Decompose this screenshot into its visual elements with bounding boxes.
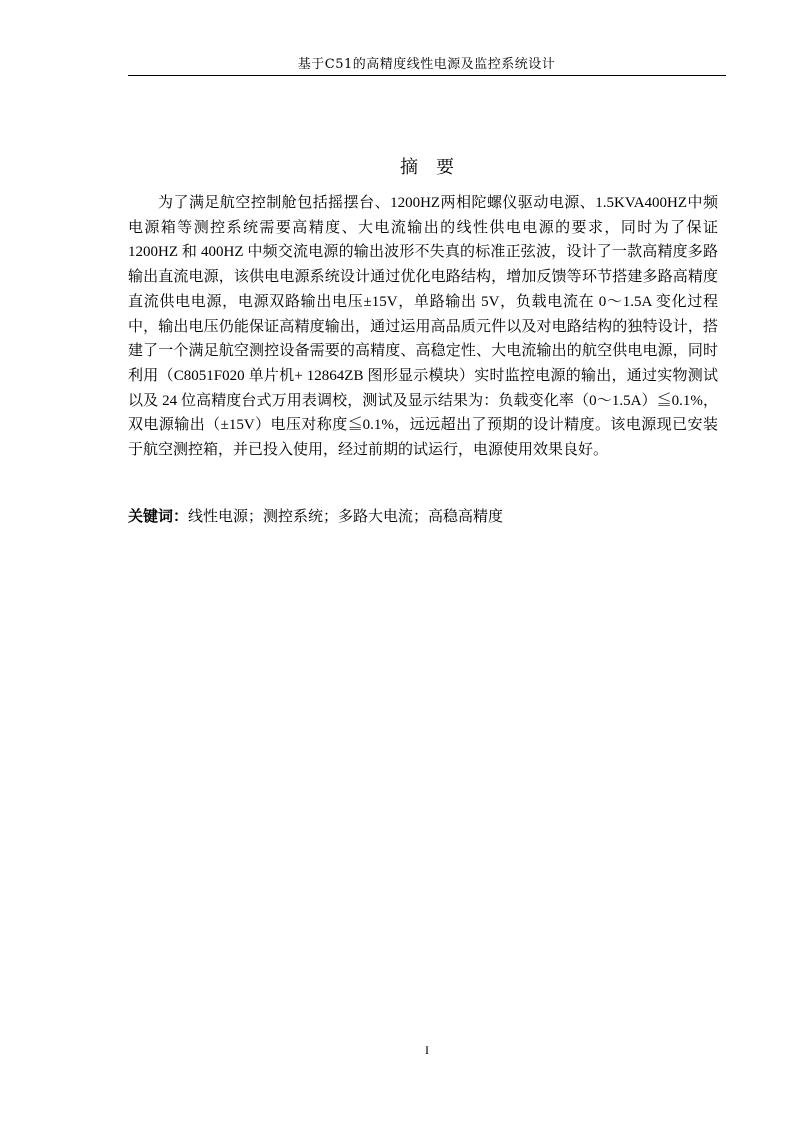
abstract-title: 摘要 bbox=[400, 157, 472, 178]
keywords-line bbox=[128, 505, 726, 528]
header-rule bbox=[128, 75, 726, 76]
page-number: I bbox=[425, 1043, 429, 1057]
abstract-body: 为了满足航空控制舱包括摇摆台、1200HZ两相陀螺仪驱动电源、1.5KVA400HZ中频电源箱等测控系统需要高精度、大电流输出的线性供电电源的要求，同时为了保证 1200HZ 和 400HZ 中频交流电源的输出波形不失真的标准正弦波，设计了一款高精度多路输出直流电源，该供电电源系统设计通过优化电路结构，增加反馈等环节搭建多路高精度直流供电电源，电源双路输出电压±15V，单路输出 5V，负载电流在 0～1.5A 变化过程中，输出电压仍能保证高精度输出，通过运用高品质元件以及对电路结构的独特设计，搭建了一个满足航空测控设备需要的高精度、高稳定性、大电流输出的航空供电电源，同时利用（C8051F020 单片机+ 12864ZB 图形显示模块）实时监控电源的输出，通过实物测试以及 24 位高精度台式万用表调校，测试及显示结果为：负载变化率（0～1.5A）≦0.1%，双电源输出（±15V）电压对称度≦0.1%，远远超出了预期的设计精度。该电源现已安装于航空测控箱，并已投入使用，经过前期的试运行，电源使用效果良好。 bbox=[128, 195, 718, 459]
keywords-text: 线性电源；测控系统；多路大电流；高稳高精度 bbox=[188, 509, 504, 525]
running-header: 基于C51的高精度线性电源及监控系统设计 bbox=[297, 57, 556, 72]
keywords-label: 关键词： bbox=[128, 507, 189, 525]
